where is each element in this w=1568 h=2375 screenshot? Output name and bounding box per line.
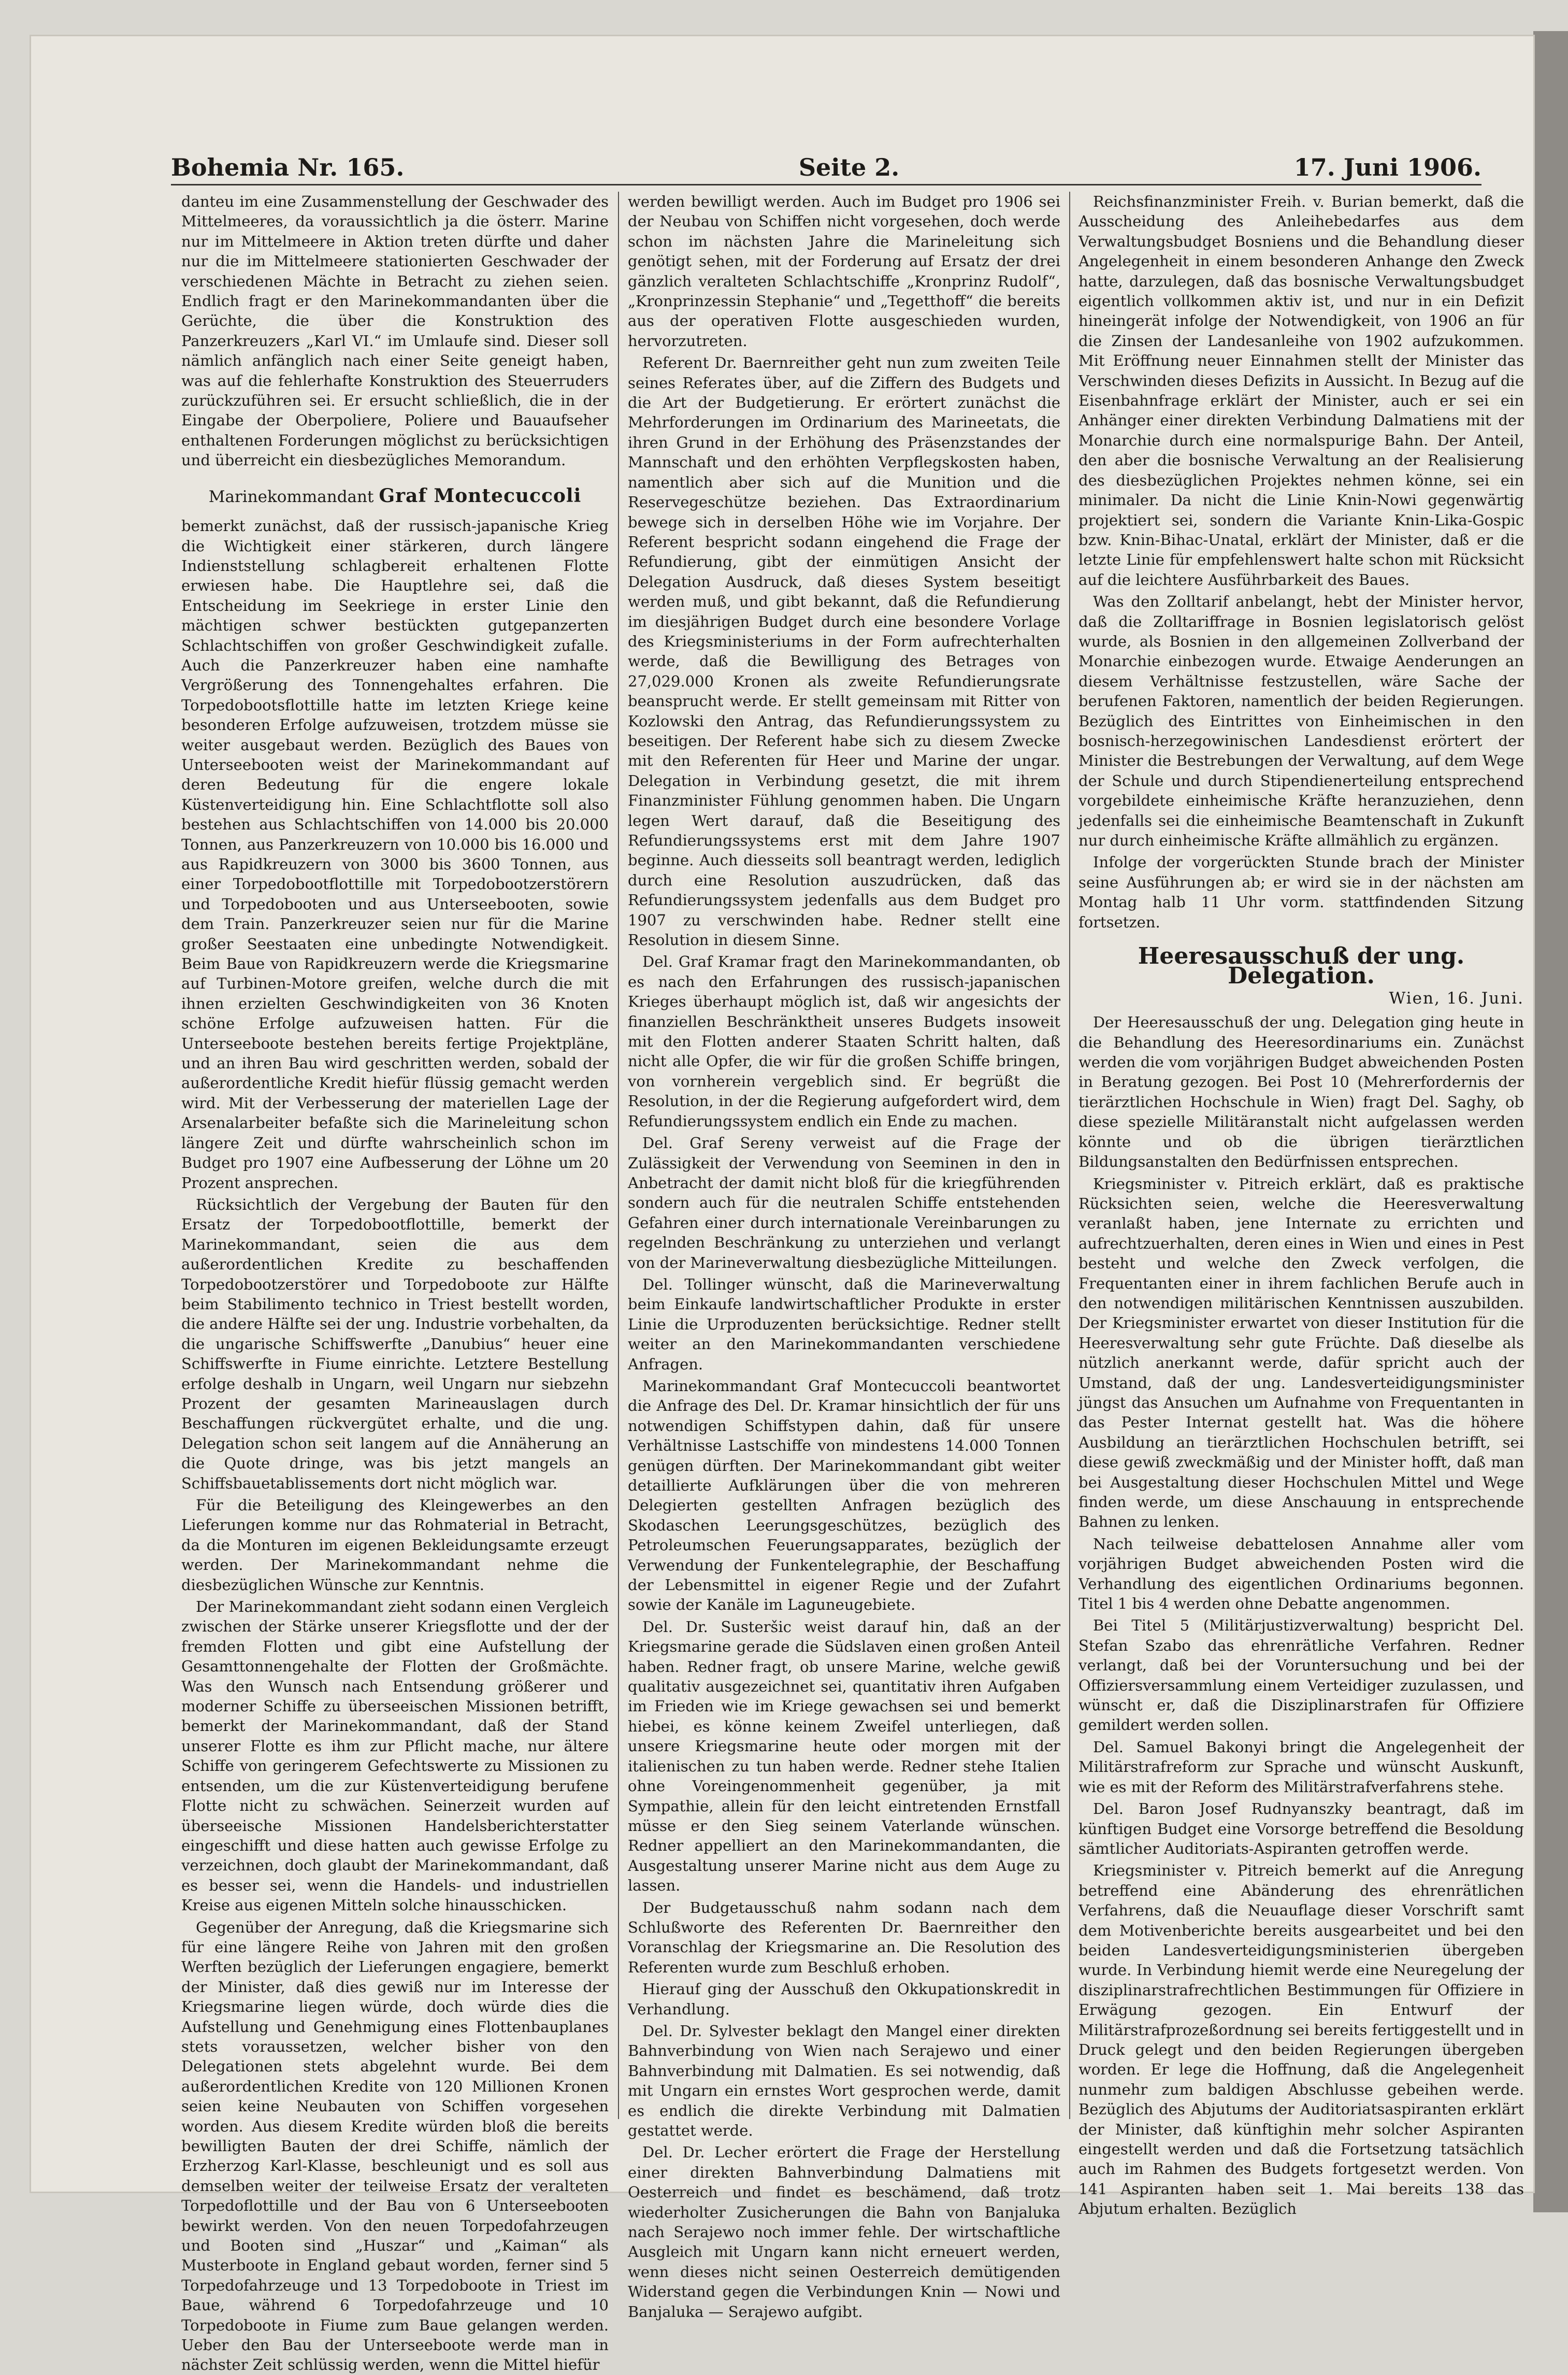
col3-paragraph: Kriegsminister v. Pitreich bemerkt auf die Anregung betreffend eine Abänderung des ehrenrätlichen Verfahrens, daß die Neuauflage dieser Vorschrift samt dem Motivenberichte bereits ausgearbeitet und bei den beiden Landesverteidigungsministerien übergeben wurde. In Verbindung hiemit werde eine Neuregelung der disziplinarstrafrechtlichen Bestimmungen für Offiziere in Erwägung gezogen. Ein Entwurf der Militärstrafprozeßordnung sei bereits fertiggestellt und in Druck gelegt und den beiden Regierungen übergeben worden. Er lege die Hoffnung, daß die Angelegenheit nunmehr zum baldigen Abschlusse gebeihen werde. Bezüglich des Abjutums der Auditoriatsaspiranten erklärt der Minister, daß künftighin mehr solcher Aspiranten eingestellt werden und daß die Fortsetzung tatsächlich auch im Rahmen des Budgets fortgesetzt werden. Von 141 Aspiranten haben seit 1. Mai bereits 138 das Abjutum erhalten. Bezüglich — [1078, 1862, 1524, 2218]
col1-paragraph: danteu im eine Zusammenstellung der Geschwader des Mittelmeeres, da voraussichtlich ja die österr. Marine nur im Mittelmeere in Aktion treten dürfte und daher nur die im Mittelmeere stationierten Geschwader der verschiedenen Mächte in Betracht zu ziehen seien. Endlich fragt er den Marinekommandanten über die Gerüchte, die über die Konstruktion des Panzerkreuzers „Karl VI.“ im Umlaufe sind. Dieser soll nämlich anfänglich nach einer Seite geneigt haben, was auf die fehlerhafte Konstruktion des Steuerruders zurückzuführen sei. Er ersucht schließlich, die in der Eingabe der Oberpoliere, Poliere und Bauaufseher enthaltenen Forderungen möglichst zu berücksichtigen und überreicht ein diesbezügliches Memorandum. — [181, 193, 609, 469]
header-publication: Bohemia Nr. 165. — [171, 153, 405, 181]
col1-paragraph: Rücksichtlich der Vergebung der Bauten für den Ersatz der Torpedobootflottille, bemerkt der Marinekommandant, seien die aus dem außerordentlichen Kredite zu beschaffenden Torpedobootzerstörer und Torpedoboote zur Hälfte beim Stabilimento technico in Triest bestellt worden, die andere Hälfte sei der ung. Industrie vorbehalten, da die ungarische Schiffswerfte „Danubius“ heuer eine Schiffswerfte in Fiume einrichte. Letztere Bestellung erfolge deshalb in Ungarn, weil Ungarn nur siebzehn Prozent der gesamten Marineauslagen durch Beschaffungen rückvergütet erhalte, und die ung. Delegation schon seit langem auf die Annäherung an die Quote dringe, was bis jetzt mangels an Schiffsbauetablissements dort nicht möglich war. — [181, 1195, 609, 1492]
col2-paragraph: Del. Tollinger wünscht, daß die Marineverwaltung beim Einkaufe landwirtschaftlicher Produkte in erster Linie die Urproduzenten berücksichtige. Redner stellt weiter an den Marinekommandanten verschiedene Anfragen. — [628, 1275, 1060, 1373]
header-page-number: Seite 2. — [798, 153, 900, 181]
col2-paragraph: Del. Graf Sereny verweist auf die Frage der Zulässigkeit der Verwendung von Seeminen in den in Anbetracht der damit nicht bloß für die kriegführenden sondern auch für die neutralen Schiffe entstehenden Gefahren einer durch internationale Vereinbarungen zu regelnden Beschränkung zu unterziehen und verlangt von der Marineverwaltung diesbezügliche Mitteilungen. — [628, 1134, 1060, 1271]
column-1 — [181, 192, 609, 2374]
col3-paragraph: Reichsfinanzminister Freih. v. Burian bemerkt, daß die Ausscheidung des Anleihebedarfes aus dem Verwaltungsbudget Bosniens und die Behandlung dieser Angelegenheit in einem besonderen Anhange den Zweck hatte, darzulegen, daß das bosnische Verwaltungsbudget eigentlich vollkommen aktiv ist, und nur in ein Defizit hineingerät infolge der Notwendigkeit, von 1906 an für die Zinsen der Landesanleihe von 1902 aufzukommen. Mit Eröffnung neuer Einnahmen stellt der Minister das Verschwinden dieses Defizits in Aussicht. In Bezug auf die Eisenbahnfrage erklärt der Minister, auch er sei ein Anhänger einer direkten Verbindung Dalmatiens mit der Monarchie durch eine normalspurige Bahn. Der Anteil, den aber die bosnische Verwaltung an der Realisierung des diesbezüglichen Projektes nehmen könne, sei ein minimaler. Da nicht die Linie Knin-Nowi gegenwärtig projektiert sei, sondern die Variante Knin-Lika-Gospic bzw. Knin-Bihac-Unatal, erklärt der Minister, daß er die letzte Linie für empfehlenswert halte schon mit Rücksicht auf die leichtere Ausführbarkeit des Baues. — [1078, 193, 1524, 589]
col2-paragraph: Del. Dr. Lecher erörtert die Frage der Herstellung einer direkten Bahnverbindung Dalmatiens mit Oesterreich und findet es beschämend, daß trotz wiederholter Zusicherungen die Bahn von Banjaluka nach Serajewo noch immer fehle. Der wirtschaftliche Ausgleich mit Ungarn kann nicht erneuert werden, wenn dieses nicht seinen Oesterreich demütigenden Widerstand gegen die Verbindungen Knin — Nowi und Banjaluka — Serajewo aufgibt. — [628, 2143, 1060, 2321]
header-date: 17. Juni 1906. — [1293, 153, 1481, 181]
col1-paragraph: bemerkt zunächst, daß der russisch-japanische Krieg die Wichtigkeit einer stärkeren, durch längere Indienststellung schlagbereit erhaltenen Flotte erwiesen habe. Die Hauptlehre sei, daß die Entscheidung im Seekriege in erster Linie den mächtigen schwer bestückten gutgepanzerten Schlachtschiffen von großer Geschwindigkeit zufalle. Auch die Panzerkreuzer haben eine namhafte Vergrößerung des Tonnengehaltes erfahren. Die Torpedobootsflottille hatte im letzten Kriege keine besonderen Erfolge aufzuweisen, trotzdem müsse sie weiter ausgebaut werden. Bezüglich des Baues von Unterseebooten weist der Marinekommandant auf deren Bedeutung für die engere lokale Küstenverteidigung hin. Eine Schlachtflotte soll also bestehen aus Schlachtschiffen von 14.000 bis 20.000 Tonnen, aus Panzerkreuzern von 10.000 bis 16.000 und aus Rapidkreuzern von 3000 bis 3600 Tonnen, aus einer Torpedobootflottille mit Torpedobootzerstörern und Torpedobooten und aus Unterseebooten, sowie dem Train. Panzerkreuzer seien nur für die Marine großer Seestaaten eine unbedingte Notwendigkeit. Beim Baue von Rapidkreuzern werde die Kriegsmarine auf Turbinen-Motore greifen, welche durch die mit ihnen erzielten Geschwindigkeiten von 36 Knoten schöne Erfolge aufzuweisen hatten. Für die Unterseeboote bestehen bereits fertige Projektpläne, und an ihren Bau wird geschritten werden, sobald der außerordentliche Kredit hiefür flüssig gemacht werden wird. Mit der Verbesserung der materiellen Lage der Arsenalarbeiter befaßte sich die Marineleitung schon längere Zeit und dürfte wahrscheinlich schon im Budget pro 1907 eine Aufbesserung der Löhne um 20 Prozent ansprechen. — [181, 517, 609, 1192]
page-edge-shadow — [1533, 31, 1568, 2212]
header-rule — [171, 184, 1481, 185]
col2-paragraph: Del. Dr. Susteršic weist darauf hin, daß an der Kriegsmarine gerade die Südslaven einen großen Anteil haben. Redner fragt, ob unsere Marine, welche gewiß qualitativ ausgezeichnet sei, quantitativ ihren Aufgaben im Frieden wie im Kriege gewachsen sei und bemerkt hiebei, es könne keinem Zweifel unterliegen, daß unsere Kriegsmarine heute oder morgen mit der italienischen zu tun haben werde. Redner stehe Italien ohne Voreingenommenheit gegenüber, ja mit Sympathie, allein für den leicht eintretenden Ernstfall müsse er den Sieg seinem Vaterlande wünschen. Redner appelliert an den Marinekommandanten, die Ausgestaltung unserer Marine nicht aus dem Auge zu lassen. — [628, 1618, 1060, 1895]
section-title: Heeresausschuß der ung. Delegation. — [1138, 943, 1465, 990]
dateline: Wien, 16. Juni. — [1389, 989, 1524, 1008]
col3-paragraph: Kriegsminister v. Pitreich erklärt, daß es praktische Rücksichten seien, welche die Heeresverwaltung veranlaßt haben, jene Internate zu errichten und aufrechtzuerhalten, deren eines in Wien und eines in Pest besteht und welche den Zweck verfolgen, die Frequentanten einer in ihrem fachlichen Berufe auch in den notwendigen militärischen Kenntnissen auszubilden. Der Kriegsminister erwartet von dieser Institution für die Heeresverwaltung sehr gute Früchte. Daß dieselbe als nützlich anerkannt werde, dafür spricht auch der Umstand, daß der ung. Landesverteidigungsminister jüngst das Ansuchen um Aufnahme von Frequentanten in das Pester Internat gestellt hat. Was die höhere Ausbildung an tierärztlichen Hochschulen betrifft, sei diese gewiß zweckmäßig und der Minister hofft, daß man bei Ausgestaltung dieser Hochschulen Mittel und Wege finden werde, um diese Anschauung in entsprechende Bahnen zu lenken. — [1078, 1175, 1524, 1531]
column-divider-2 — [1069, 192, 1070, 2119]
col2-paragraph: Der Budgetausschuß nahm sodann nach dem Schlußworte des Referenten Dr. Baernreither den Voranschlag der Kriegsmarine an. Die Resolution des Referenten wurde zum Beschluß erhoben. — [628, 1898, 1060, 1976]
col1-paragraph: Gegenüber der Anregung, daß die Kriegsmarine sich für eine längere Reihe von Jahren mit den großen Werften bezüglich der Lieferungen engagiere, bemerkt der Minister, daß dies gewiß nur im Interesse der Kriegsmarine liegen würde, doch würde dies die Aufstellung und Genehmigung eines Flottenbauplanes stets voraussetzen, welcher bisher von den Delegationen stets abgelehnt wurde. Bei dem außerordentlichen Kredite von 120 Millionen Kronen seien keine Neubauten von Schiffen vorgesehen worden. Aus diesem Kredite würden bloß die bereits bewilligten Bauten der drei Schiffe, nämlich der Erzherzog Karl-Klasse, beschleunigt und es soll aus demselben weiter der teilweise Ersatz der veralteten Torpedoflottille und der Bau von 6 Unterseebooten bewirkt werden. Von den neuen Torpedofahrzeugen und Booten sind „Huszar“ und „Kaiman“ als Musterboote in England gebaut worden, ferner sind 5 Torpedofahrzeuge und 13 Torpedoboote in Triest im Baue, während 6 Torpedofahrzeuge und 10 Torpedoboote in Fiume zum Baue gelangen werden. Ueber den Bau der Unterseeboote werde man in nächster Zeit schlüssig werden, wenn die Mittel hiefür — [181, 1918, 609, 2374]
col3-paragraph: Nach teilweise debattelosen Annahme aller vom vorjährigen Budget abweichenden Posten wird die Verhandlung des eigentlichen Ordinariums begonnen. Titel 1 bis 4 werden ohne Debatte angenommen. — [1078, 1535, 1524, 1613]
speaker-heading — [181, 486, 609, 507]
col3-paragraph: Der Heeresausschuß der ung. Delegation ging heute in die Behandlung des Heeresordinariums ein. Zunächst werden die vom vorjährigen Budget abweichenden Posten in Beratung gezogen. Bei Post 10 (Mehrerfordernis der tierärztlichen Hochschule in Wien) fragt Del. Saghy, ob diese spezielle Militäranstalt nicht aufgelassen werden könnte und ob die übrigen tierärztlichen Bildungsanstalten den Bedürfnissen entsprechen. — [1078, 1013, 1524, 1171]
col3-paragraph: Del. Samuel Bakonyi bringt die Angelegenheit der Militärstrafreform zur Sprache und wünscht Auskunft, wie es mit der Reform des Militärstrafverfahrens stehe. — [1078, 1738, 1524, 1796]
col2-paragraph: Del. Dr. Sylvester beklagt den Mangel einer direkten Bahnverbindung von Wien nach Serajewo und einer Bahnverbindung mit Dalmatien. Es sei notwendig, daß mit Ungarn ein ernstes Wort gesprochen werde, damit es endlich die direkte Verbindung mit Dalmatien gestattet werde. — [628, 2022, 1060, 2139]
column-divider-1 — [618, 192, 619, 2119]
col2-paragraph: Del. Graf Kramar fragt den Marinekommandanten, ob es nach den Erfahrungen des russisch-japanischen Krieges überhaupt möglich ist, daß wir angesichts der finanziellen Beschränktheit unseres Budgets insoweit mit den Flotten anderer Staaten Schritt halten, daß nicht alle Opfer, die wir für die großen Schiffe bringen, von vornherein vergeblich sind. Er begrüßt die Resolution, in der die Regierung aufgefordert wird, dem Refundierungssystem endlich ein Ende zu machen. — [628, 953, 1060, 1130]
col1-paragraph: Der Marinekommandant zieht sodann einen Vergleich zwischen der Stärke unserer Kriegsflotte und der der fremden Flotten und gibt eine Aufstellung der Gesamttonnengehalte der Flotten der Großmächte. Was den Wunsch nach Entsendung größerer und moderner Schiffe zu überseeischen Missionen betrifft, bemerkt der Marinekommandant, daß der Stand unserer Flotte es ihm zur Pflicht mache, nur ältere Schiffe von geringerem Gefechtswerte zu Missionen zu entsenden, um die zur Küstenverteidigung berufene Flotte nicht zu schwächen. Seinerzeit wurden auf überseeische Missionen Handelsberichterstatter eingeschifft und diese hatten auch gewisse Erfolge zu verzeichnen, doch glaubt der Marinekommandant, daß es besser sei, wenn die Handels- und industriellen Kreise aus eigenen Mitteln solche hinausschicken. — [181, 1598, 609, 1914]
col2-paragraph: werden bewilligt werden. Auch im Budget pro 1906 sei der Neubau von Schiffen nicht vorgesehen, doch werde schon im nächsten Jahre die Marineleitung sich genötigt sehen, mit der Forderung auf Ersatz der drei gänzlich veralteten Schlachtschiffe „Kronprinz Rudolf“, „Kronprinzessin Stephanie“ und „Tegetthoff“ die bereits aus der operativen Flotte ausgeschieden wurden, hervorzutreten. — [628, 193, 1060, 350]
col2-paragraph: Hierauf ging der Ausschuß den Okkupationskredit in Verhandlung. — [628, 1980, 1060, 2018]
column-3 — [1078, 192, 1524, 2218]
speaker-name: Graf Montecuccoli — [379, 484, 582, 507]
col3-paragraph: Bei Titel 5 (Militärjustizverwaltung) bespricht Del. Stefan Szabo das ehrenrätliche Verfahren. Redner verlangt, daß bei der Voruntersuchung und bei der Offiziersversammlung einem Verteidiger zuzulassen, und wünscht er, daß die Disziplinarstrafen für Offiziere gemildert werden sollen. — [1078, 1616, 1524, 1734]
col2-paragraph: Marinekommandant Graf Montecuccoli beantwortet die Anfrage des Del. Dr. Kramar hinsichtlich der für uns notwendigen Schiffstypen dahin, daß für unsere Verhältnisse Lastschiffe von mindestens 14.000 Tonnen genügen dürften. Der Marinekommandant gibt weiter detaillierte Aufklärungen über die von mehreren Delegierten gestellten Anfragen bezüglich des Skodaschen Leerungsgeschützes, bezüglich des Petroleumschen Feuerungsapparates, bezüglich der Verwendung der Funkentelegraphie, der Beschaffung der Lebensmittel in eigener Regie und der Zufahrt sowie der Kanäle im Laguneugebiete. — [628, 1377, 1060, 1614]
speaker-label: Marinekommandant — [208, 487, 374, 506]
col3-paragraph: Del. Baron Josef Rudnyanszky beantragt, daß im künftigen Budget eine Vorsorge betreffend die Besoldung sämtlicher Auditoriats-Aspiranten getroffen werde. — [1078, 1800, 1524, 1857]
col3-paragraph: Was den Zolltarif anbelangt, hebt der Minister hervor, daß die Zolltariffrage in Bosnien legislatorisch gelöst wurde, als Bosnien in den allgemeinen Zollverband der Monarchie einbezogen wurde. Etwaige Aenderungen an diesem Verhältnisse festzustellen, wäre Sache der berufenen Faktoren, namentlich der beiden Regierungen. Bezüglich des Eintrittes von Einheimischen in den bosnisch-herzegowinischen Landesdienst erörtert der Minister die Bestrebungen der Verwaltung, auf dem Wege der Schule und durch Stipendienerteilung entsprechend vorgebildete einheimische Kräfte heranzuziehen, denn jedenfalls sei die einheimische Beamtenschaft in Zukunft nur durch einheimische Kräfte allmählich zu ergänzen. — [1078, 593, 1524, 849]
column-2 — [628, 192, 1060, 2321]
col3-paragraph: Infolge der vorgerückten Stunde brach der Minister seine Ausführungen ab; er wird sie in der nächsten am Montag halb 11 Uhr vorm. stattfindenden Sitzung fortsetzen. — [1078, 853, 1524, 931]
col1-paragraph: Für die Beteiligung des Kleingewerbes an den Lieferungen komme nur das Rohmaterial in Betracht, da die Monturen im eigenen Bekleidungsamte erzeugt werden. Der Marinekommandant nehme die diesbezüglichen Wünsche zur Kenntnis. — [181, 1496, 609, 1594]
col2-paragraph: Referent Dr. Baernreither geht nun zum zweiten Teile seines Referates über, auf die Ziffern des Budgets und die Art der Budgetierung. Er erörtert zunächst die Mehrforderungen im Ordinarium des Marineetats, die ihren Grund in der Erhöhung des Präsenzstandes der Mannschaft und den erhöhten Verpflegskosten haben, namentlich aber sich auf die Munition und die Reservegeschütze beziehen. Das Extraordinarium bewege sich in derselben Höhe wie im Vorjahre. Der Referent bespricht sodann eingehend die Frage der Refundierung, gibt der einmütigen Ansicht der Delegation Ausdruck, daß dieses System beseitigt werden muß, und gibt bekannt, daß die Refundierung im diesjährigen Budget durch eine besondere Vorlage des Kriegsministeriums in der Form aufrechterhalten werde, daß die Bewilligung des Betrages von 27,029.000 Kronen als zweite Refundierungsrate beansprucht werde. Er stellt gemeinsam mit Ritter von Kozlowski den Antrag, das Refundierungssystem zu beseitigen. Der Referent habe sich zu diesem Zwecke mit den Referenten für Heer und Marine der ungar. Delegation in Verbindung gesetzt, die mit ihrem Finanzminister Fühlung genommen haben. Die Ungarn legen Wert darauf, daß die Beseitigung des Refundierungssystems erst mit dem Jahre 1907 beginne. Auch diesseits soll beantragt werden, lediglich durch eine Resolution auszudrücken, daß das Refundierungssystem jedenfalls aus dem Budget pro 1907 zu verschwinden habe. Redner stellt eine Resolution in diesem Sinne. — [628, 354, 1060, 949]
page-header — [171, 150, 1481, 181]
